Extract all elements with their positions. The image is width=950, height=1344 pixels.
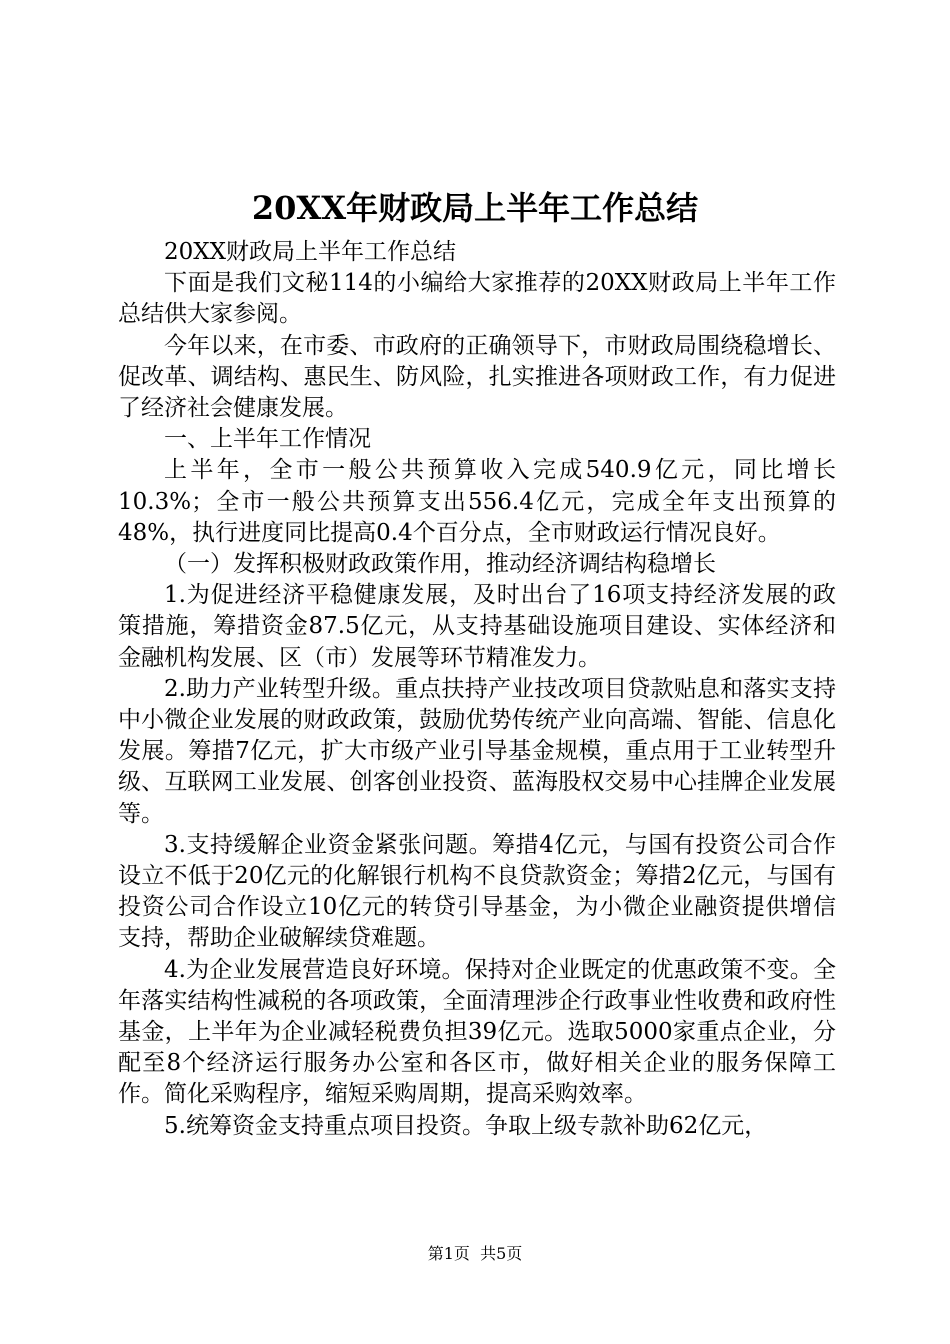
paragraph-subtitle: 20XX财政局上半年工作总结 (164, 239, 457, 265)
paragraph-item-5: 5.统筹资金支持重点项目投资。争取上级专款补助62亿元， (164, 1112, 768, 1139)
paragraph-overview: 今年以来，在市委、市政府的正确领导下，市财政局围绕稳增长、促改革、调结构、惠民生、防风险，扎实推进各项财政工作，有力促进了经济社会健康发展。 (118, 332, 836, 422)
paragraph-item-4: 4.为企业发展营造良好环境。保持对企业既定的优惠政策不变。全年落实结构性减税的各项政策，全面清理涉企行政事业性收费和政府性基金，上半年为企业减轻税费负担39亿元。选取5000家重点企业，分配至8个经济运行服务办公室和各区市，做好相关企业的服务保障工作。简化采购程序，缩短采购周期，提高采购效率。 (118, 956, 836, 1108)
page-footer (0, 1243, 950, 1265)
subsection-heading-1: （一）发挥积极财政政策作用，推动经济调结构稳增长 (164, 551, 716, 578)
paragraph-item-1: 1.为促进经济平稳健康发展，及时出台了16项支持经济发展的政策措施，筹措资金87.5亿元，从支持基础设施项目建设、实体经济和金融机构发展、区（市）发展等环节精准发力。 (118, 582, 836, 671)
paragraph-budget: 上半年，全市一般公共预算收入完成540.9亿元，同比增长10.3%；全市一般公共预算支出556.4亿元，完成全年支出预算的48%，执行进度同比提高0.4个百分点，全市财政运行情况良好。 (118, 457, 836, 546)
paragraph-item-3: 3.支持缓解企业资金紧张问题。筹措4亿元，与国有投资公司合作设立不低于20亿元的化解银行机构不良贷款资金；筹措2亿元，与国有投资公司合作设立10亿元的转贷引导基金，为小微企业融资提供增信支持，帮助企业破解续贷难题。 (118, 831, 836, 952)
page-total: 共5页 (480, 1244, 523, 1263)
page-number: 第1页 (427, 1244, 470, 1263)
paragraph-intro: 下面是我们文秘114的小编给大家推荐的20XX财政局上半年工作总结供大家参阅。 (118, 270, 836, 328)
document-body (118, 237, 836, 1142)
section-heading-1: 一、上半年工作情况 (164, 426, 371, 453)
paragraph-item-2: 2.助力产业转型升级。重点扶持产业技改项目贷款贴息和落实支持中小微企业发展的财政政策，鼓励优势传统产业向高端、智能、信息化发展。筹措7亿元，扩大市级产业引导基金规模，重点用于工业转型升级、互联网工业发展、创客创业投资、蓝海股权交易中心挂牌企业发展等。 (118, 675, 836, 827)
document-title: 20XX年财政局上半年工作总结 (251, 189, 699, 227)
